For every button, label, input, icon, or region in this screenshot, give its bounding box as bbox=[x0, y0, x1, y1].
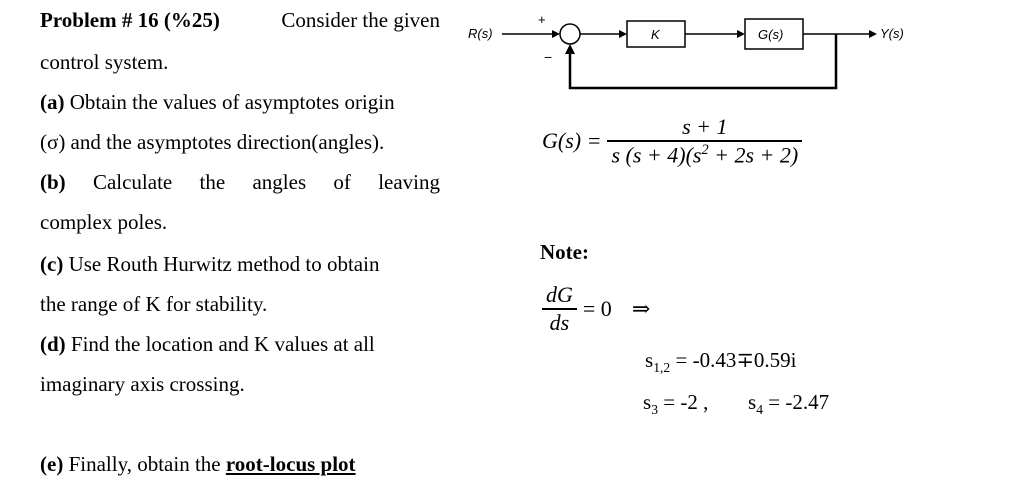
note-title: Note: bbox=[540, 240, 589, 264]
root-locus-link: root-locus plot bbox=[225, 452, 356, 476]
root-s3 bbox=[643, 390, 708, 418]
derivative-condition bbox=[542, 282, 650, 336]
part-c-label: (c) bbox=[40, 252, 64, 276]
part-b-line2: complex poles. bbox=[40, 210, 168, 234]
den-exponent: 2 bbox=[701, 141, 709, 158]
implies-symbol: ⇒ bbox=[631, 295, 651, 321]
part-b-word: Calculate bbox=[92, 170, 173, 194]
block-g-label: G(s) bbox=[758, 27, 784, 42]
summing-junction bbox=[560, 24, 580, 44]
input-arrowhead bbox=[552, 30, 560, 38]
output-arrowhead bbox=[869, 30, 877, 38]
part-d-line1 bbox=[40, 332, 375, 357]
part-e-line bbox=[40, 452, 356, 477]
block-diagram bbox=[460, 0, 930, 100]
plus-sign: + bbox=[538, 12, 546, 27]
part-e-text: Finally, obtain the bbox=[68, 452, 221, 476]
root-s4-sub: 4 bbox=[756, 402, 764, 418]
transfer-fraction bbox=[607, 114, 802, 168]
derivative-numerator: dG bbox=[546, 282, 573, 307]
problem-intro: Consider the given bbox=[281, 8, 440, 32]
derivative-denominator: ds bbox=[549, 309, 570, 335]
derivative-rhs: = 0 bbox=[582, 295, 612, 321]
input-label: R(s) bbox=[468, 26, 493, 41]
transfer-lhs: G(s) = bbox=[542, 127, 602, 153]
root-s3-sub: 3 bbox=[651, 402, 659, 418]
root-s4-value: = -2.47 bbox=[763, 390, 830, 414]
block-k-label: K bbox=[651, 27, 660, 42]
root-s3-value: = -2 , bbox=[658, 390, 709, 414]
problem-heading bbox=[40, 8, 440, 33]
part-d-text: Find the location and K values at all bbox=[70, 332, 375, 356]
feedback-path bbox=[570, 34, 836, 88]
part-c-line1 bbox=[40, 252, 379, 277]
part-a-label: (a) bbox=[40, 90, 65, 114]
part-e-label: (e) bbox=[40, 452, 64, 476]
root-s12-sub: 1,2 bbox=[653, 360, 671, 376]
part-b-label: (b) bbox=[40, 170, 66, 194]
part-b-word: angles bbox=[252, 170, 307, 194]
part-b-word: leaving bbox=[378, 170, 440, 194]
part-c-text: Use Routh Hurwitz method to obtain bbox=[68, 252, 380, 276]
part-a-line2: (σ) and the asymptotes direction(angles). bbox=[40, 130, 385, 154]
problem-intro-line2: control system. bbox=[40, 50, 169, 74]
den-part-a: s (s + 4)(s bbox=[611, 141, 702, 167]
transfer-function bbox=[542, 114, 802, 168]
root-s3-symbol: s bbox=[643, 390, 652, 414]
transfer-numerator: s + 1 bbox=[682, 114, 728, 139]
part-c-line2: the range of K for stability. bbox=[40, 292, 268, 316]
root-s12-value: = -0.43∓0.59i bbox=[670, 348, 797, 372]
feedback-arrowhead bbox=[565, 44, 575, 54]
output-label: Y(s) bbox=[880, 26, 904, 41]
transfer-denominator bbox=[607, 142, 802, 168]
part-a-line1 bbox=[40, 90, 395, 115]
minus-sign: − bbox=[544, 49, 553, 65]
root-s4-symbol: s bbox=[748, 390, 757, 414]
part-a-text: Obtain the values of asymptotes origin bbox=[69, 90, 395, 114]
root-s12-symbol: s bbox=[645, 348, 654, 372]
root-s12 bbox=[645, 348, 797, 376]
derivative-fraction bbox=[542, 282, 577, 336]
den-part-b: + 2s + 2) bbox=[708, 141, 799, 167]
part-b-word: the bbox=[199, 170, 226, 194]
part-b-word: of bbox=[333, 170, 351, 194]
part-d-line2: imaginary axis crossing. bbox=[40, 372, 245, 396]
arrowhead-2 bbox=[737, 30, 745, 38]
root-s4 bbox=[748, 390, 829, 418]
part-d-label: (d) bbox=[40, 332, 66, 356]
problem-title: Problem # 16 (%25) bbox=[40, 8, 220, 32]
arrowhead-1 bbox=[619, 30, 627, 38]
part-b-line1 bbox=[40, 170, 440, 195]
